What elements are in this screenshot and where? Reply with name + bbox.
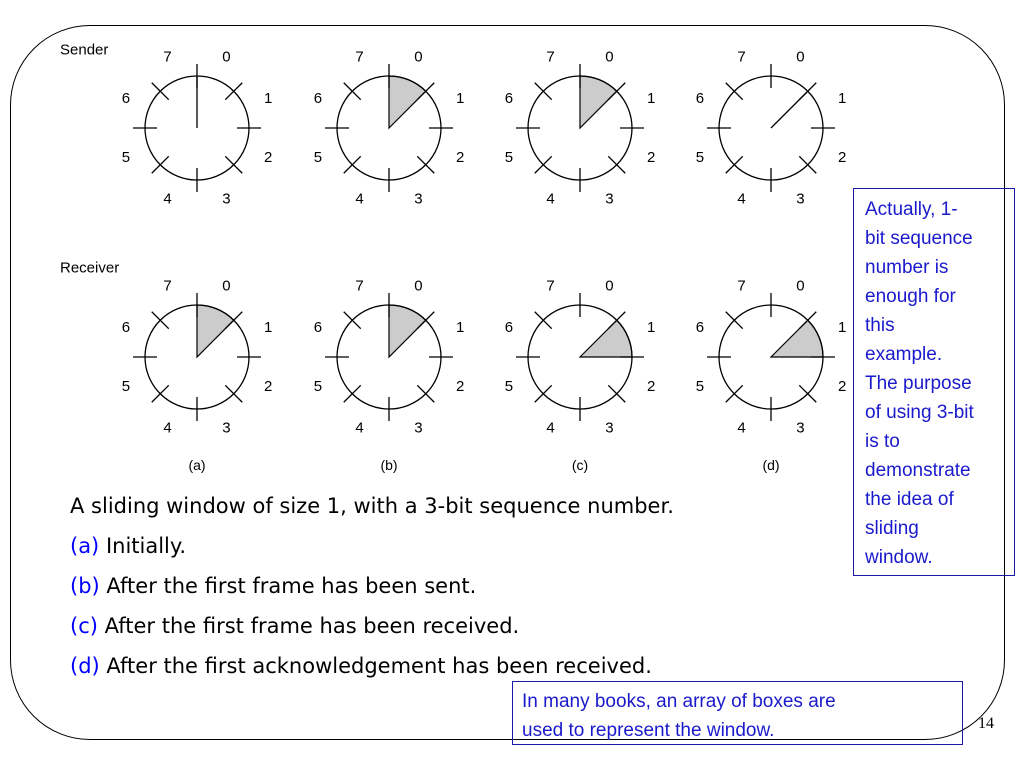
note-line: The purpose: [865, 373, 972, 394]
receiver-1-seq-label: 1: [455, 319, 465, 337]
receiver-3-seq-label: 0: [796, 277, 805, 295]
receiver-0-seq-label: 2: [263, 377, 273, 395]
sender-1-window-sector: [389, 76, 426, 128]
caption-c: [70, 606, 830, 646]
sender-2-seq-label: 0: [605, 48, 614, 66]
sender-0-seq-label: 3: [222, 190, 231, 208]
receiver-3-seq-label: 1: [837, 319, 847, 337]
sender-1-dial-tick: [344, 83, 361, 100]
sender-label: Sender: [60, 41, 109, 59]
note-line: example.: [865, 344, 943, 365]
caption-a: [70, 526, 830, 566]
note-line: is to: [865, 431, 900, 452]
caption-block: [70, 486, 830, 686]
receiver-1-seq-label: 3: [414, 419, 423, 437]
receiver-3-dial-tick: [726, 312, 743, 329]
receiver-1-window-sector: [389, 305, 426, 357]
sender-2-dial-tick: [535, 156, 552, 173]
sender-3-seq-label: 2: [837, 148, 847, 166]
receiver-3-window-sector: [771, 320, 823, 357]
receiver-1-dial-tick: [344, 385, 361, 402]
caption-c-tag: (c): [70, 614, 98, 638]
sender-3-seq-label: 0: [796, 48, 805, 66]
sender-0-dial-tick: [152, 156, 169, 173]
sender-2-dial-tick: [608, 156, 625, 173]
sender-0-seq-label: 0: [222, 48, 231, 66]
receiver-1-dial-tick: [344, 312, 361, 329]
receiver-3-seq-label: 7: [737, 277, 746, 295]
receiver-3-dial-tick: [726, 385, 743, 402]
sender-3-seq-label: 3: [796, 190, 805, 208]
receiver-1-seq-label: 4: [355, 419, 364, 437]
note-line: the idea of: [865, 489, 954, 510]
receiver-3-seq-label: 4: [737, 419, 746, 437]
receiver-2-seq-label: 6: [504, 319, 514, 337]
receiver-3-seq-label: 2: [837, 377, 847, 395]
sender-0-seq-label: 4: [163, 190, 172, 208]
sender-3-pointer: [771, 91, 808, 128]
sender-3-seq-label: 6: [695, 90, 705, 108]
caption-c-text: After the first frame has been received.: [97, 614, 520, 638]
receiver-1-seq-label: 7: [355, 277, 364, 295]
caption-d-tag: (d): [70, 654, 100, 678]
sender-3-dial-tick: [726, 156, 743, 173]
receiver-2-dial-tick: [608, 385, 625, 402]
column-caption: (b): [380, 457, 398, 473]
sender-0-seq-label: 1: [263, 90, 273, 108]
sender-1-seq-label: 4: [355, 190, 364, 208]
receiver-0-dial-tick: [152, 385, 169, 402]
sender-3-seq-label: 4: [737, 190, 746, 208]
receiver-1-dial-tick: [417, 385, 434, 402]
sender-0-dial-tick: [225, 83, 242, 100]
books-note-line: used to represent the window.: [522, 720, 775, 741]
sender-0-seq-label: 5: [121, 148, 131, 166]
receiver-2-seq-label: 7: [546, 277, 555, 295]
receiver-2-seq-label: 3: [605, 419, 614, 437]
note-line: bit sequence: [865, 228, 973, 249]
receiver-2-dial-tick: [535, 312, 552, 329]
sender-1-seq-label: 7: [355, 48, 364, 66]
sender-0-dial-tick: [225, 156, 242, 173]
caption-a-text: Initially.: [99, 534, 186, 558]
sender-1-seq-label: 6: [313, 90, 323, 108]
note-line: this: [865, 315, 895, 336]
sender-3-seq-label: 1: [837, 90, 847, 108]
note-box: [853, 188, 1015, 576]
receiver-2-seq-label: 4: [546, 419, 555, 437]
caption-b: [70, 566, 830, 606]
sender-0-seq-label: 6: [121, 90, 131, 108]
sender-2-seq-label: 2: [646, 148, 656, 166]
sender-2-seq-label: 6: [504, 90, 514, 108]
note-line: window.: [865, 547, 933, 568]
receiver-0-dial-tick: [152, 312, 169, 329]
receiver-0-seq-label: 5: [121, 377, 131, 395]
caption-main: A sliding window of size 1, with a 3-bit sequence number.: [70, 494, 674, 518]
note-line: sliding: [865, 518, 919, 539]
sender-3-seq-label: 5: [695, 148, 705, 166]
sender-2-seq-label: 7: [546, 48, 555, 66]
note-line: Actually, 1-: [865, 199, 958, 220]
sender-1-seq-label: 2: [455, 148, 465, 166]
note-line: number is: [865, 257, 949, 278]
receiver-2-dial-tick: [535, 385, 552, 402]
receiver-3-seq-label: 6: [695, 319, 705, 337]
receiver-2-seq-label: 5: [504, 377, 514, 395]
receiver-0-seq-label: 1: [263, 319, 273, 337]
caption-d: [70, 646, 830, 686]
sender-0-seq-label: 7: [163, 48, 172, 66]
caption-b-text: After the first frame has been sent.: [99, 574, 477, 598]
sender-1-seq-label: 1: [455, 90, 465, 108]
note-line: of using 3-bit: [865, 402, 974, 423]
column-caption: (d): [762, 457, 780, 473]
receiver-3-seq-label: 5: [695, 377, 705, 395]
receiver-3-dial-tick: [799, 385, 816, 402]
column-caption: (a): [188, 457, 206, 473]
sender-2-seq-label: 1: [646, 90, 656, 108]
caption-d-text: After the first acknowledgement has been received.: [99, 654, 652, 678]
receiver-3-seq-label: 3: [796, 419, 805, 437]
note-line: enough for: [865, 286, 956, 307]
sender-1-dial-tick: [344, 156, 361, 173]
receiver-2-seq-label: 1: [646, 319, 656, 337]
sender-1-seq-label: 5: [313, 148, 323, 166]
caption-a-tag: (a): [70, 534, 100, 558]
sender-1-seq-label: 3: [414, 190, 423, 208]
sender-2-seq-label: 3: [605, 190, 614, 208]
receiver-1-seq-label: 2: [455, 377, 465, 395]
sender-0-dial-tick: [152, 83, 169, 100]
receiver-2-window-sector: [580, 320, 632, 357]
sender-2-window-sector: [580, 76, 617, 128]
sender-1-seq-label: 0: [414, 48, 423, 66]
books-note-line: In many books, an array of boxes are: [522, 691, 836, 712]
receiver-0-seq-label: 3: [222, 419, 231, 437]
receiver-label: Receiver: [60, 259, 120, 277]
sender-3-dial-tick: [726, 83, 743, 100]
sender-2-seq-label: 4: [546, 190, 555, 208]
note-line: demonstrate: [865, 460, 971, 481]
receiver-2-seq-label: 2: [646, 377, 656, 395]
column-caption: (c): [571, 457, 589, 473]
books-note-box: [512, 681, 963, 745]
page-number: 14: [978, 715, 994, 732]
sender-0-seq-label: 2: [263, 148, 273, 166]
receiver-0-seq-label: 0: [222, 277, 231, 295]
caption-b-tag: (b): [70, 574, 100, 598]
sender-1-dial-tick: [417, 156, 434, 173]
sender-2-seq-label: 5: [504, 148, 514, 166]
receiver-1-seq-label: 0: [414, 277, 423, 295]
receiver-0-seq-label: 4: [163, 419, 172, 437]
receiver-1-seq-label: 5: [313, 377, 323, 395]
receiver-0-seq-label: 6: [121, 319, 131, 337]
sender-3-seq-label: 7: [737, 48, 746, 66]
sender-3-dial-tick: [799, 156, 816, 173]
receiver-0-dial-tick: [225, 385, 242, 402]
receiver-0-window-sector: [197, 305, 234, 357]
receiver-0-seq-label: 7: [163, 277, 172, 295]
receiver-2-seq-label: 0: [605, 277, 614, 295]
sender-2-dial-tick: [535, 83, 552, 100]
receiver-1-seq-label: 6: [313, 319, 323, 337]
